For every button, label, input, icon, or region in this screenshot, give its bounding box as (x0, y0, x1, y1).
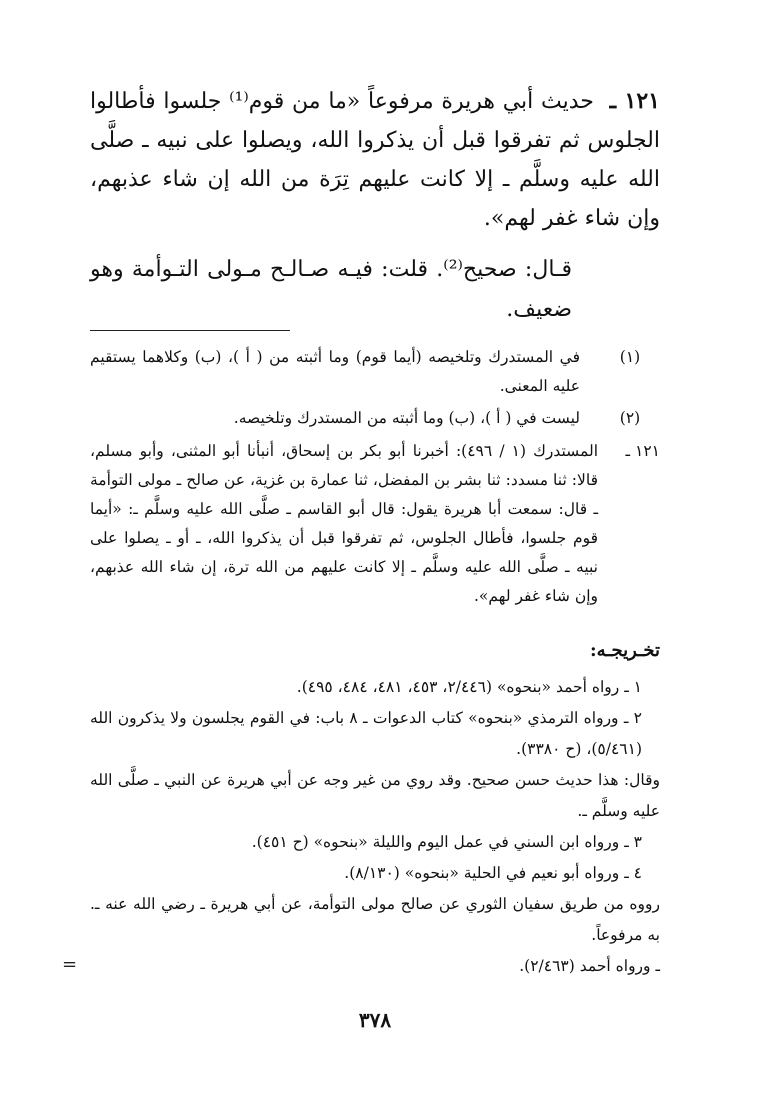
takhrij-line: ١ ـ رواه أحمد «بنحوه» (٢/٤٤٦، ٤٥٣، ٤٨١، ٤٨٤، ٤٩٥). (296, 678, 642, 696)
hadith-main-text (90, 82, 660, 238)
takhrij-line: ٣ ـ ورواه ابن السني في عمل اليوم والليلة «بنحوه» (ح ٤٥١). (251, 833, 642, 851)
footnote-text: في المستدرك وتلخيصه (أيما قوم) وما أثبته من ( أ )، (ب) وكلاهما يستقيم عليه المعنى. (90, 348, 580, 395)
footnote-text: ليست في ( أ )، (ب) وما أثبته من المستدرك وتلخيصه. (233, 409, 580, 427)
mustadrak-text: المستدرك (١ / ٤٩٦): أخبرنا أبو بكر بن إسحاق، أنبأنا أبو المثنى، وأبو مسلم، قالا: ثنا مسدد: ثنا بشر بن المفضل، ثنا عمارة بن غزية، عن صالح ـ مولى التوأمة ـ قال: سمعت أبا هريرة يقول: قال أبو القاسم ـ صلَّى الله عليه وسلَّم ـ: «أيما قوم جلسوا، فأطال الجلوس، ثم تفرقوا قبل أن يذكروا الله، ـ أو ـ يصلوا على نبيه ـ صلَّى الله عليه وسلَّم ـ إلا كانت عليهم من الله ترة، إن شاء الله عذبهم، وإن شاء غفر لهم». (90, 442, 599, 605)
page-number: ٣٧٨ (358, 1008, 392, 1032)
takhrij-line: ـ ورواه أحمد (٢/٤٦٣). (519, 957, 660, 975)
takhrij-line: ٢ ـ ورواه الترمذي «بنحوه» كتاب الدعوات ـ ٨ باب: في القوم يجلسون ولا يذكرون الله (٥/٤٦١)، (ح ٣٣٨٠). (90, 709, 642, 758)
takhrij-line: ٤ ـ ورواه أبو نعيم في الحلية «بنحوه» (٨/١٣٠). (344, 864, 642, 882)
hadith-number: ١٢١ ـ (609, 88, 660, 114)
mustadrak-note (90, 437, 660, 611)
document-page (90, 0, 660, 1099)
footnote-label: (١) (619, 348, 641, 366)
mustadrak-number: ١٢١ ـ (625, 442, 660, 460)
takhrij-list (90, 672, 660, 982)
footnote-1 (90, 343, 660, 401)
footnote-divider (90, 330, 290, 331)
takhrij-line: رووه من طريق سفيان الثوري عن صالح مولى التوأمة، عن أبي هريرة ـ رضي الله عنه ـ. به مرفوعاً. (90, 895, 660, 944)
footnote-2 (90, 404, 660, 433)
takhrij-heading: تخـريجـه: (589, 640, 660, 661)
footnote-label: (٢) (619, 409, 641, 427)
hadith-grading: قـال: صحيح⁽²⁾. قلت: فيـه صـالـح مـولى التـوأمة وهو ضعيف. (90, 257, 572, 322)
continuation-mark: = (62, 954, 78, 975)
hadith-body: حديث أبي هريرة مرفوعاً «ما من قوم⁽¹⁾ جلسوا فأطالوا الجلوس ثم تفرقوا قبل أن يذكروا الله، ويصلوا على نبيه ـ صلَّى الله عليه وسلَّم ـ إلا كانت عليهم تِرَة من الله إن شاء عذبهم، وإن شاء غفر لهم». (90, 89, 660, 231)
takhrij-line: وقال: هذا حديث حسن صحيح. وقد روي من غير وجه عن أبي هريرة عن النبي ـ صلَّى الله عليه وسلَّم ـ. (90, 771, 660, 820)
